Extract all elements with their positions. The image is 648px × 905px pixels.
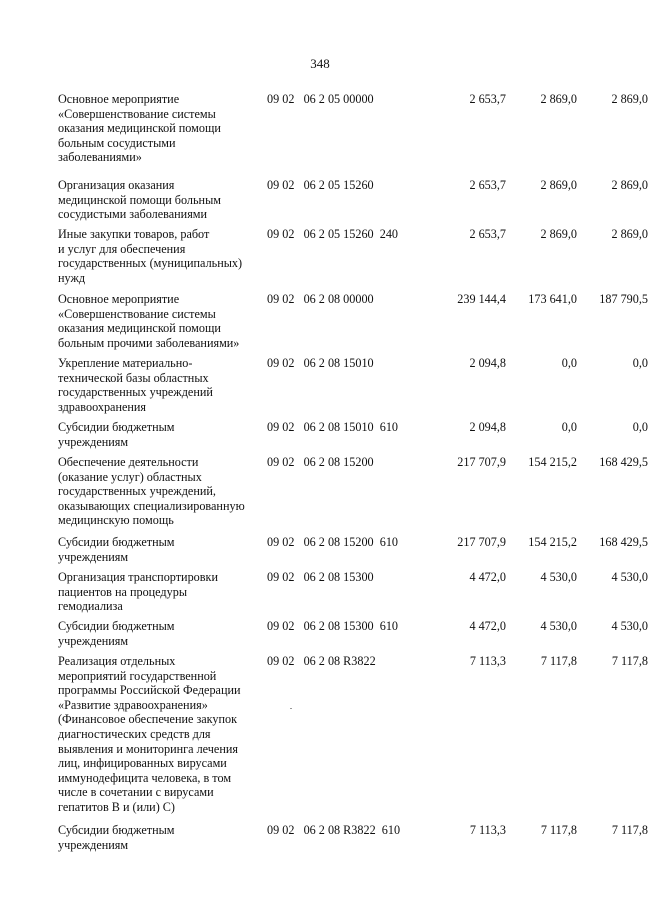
row-amount-1: 4 472,0	[469, 570, 506, 584]
table-row	[58, 178, 648, 227]
row-amount-3: 7 117,8	[611, 654, 648, 668]
row-amount-2: 154 215,2	[528, 535, 577, 549]
page-number: 348	[310, 56, 330, 71]
table-row	[58, 292, 648, 356]
row-amount-2: 154 215,2	[528, 455, 577, 469]
row-amount-1: 2 653,7	[469, 178, 506, 192]
row-name: Основное мероприятие «Совершенствование системы оказания медицинской помощи больным сосудистыми заболеваниями»	[58, 92, 221, 165]
row-name: Субсидии бюджетным учреждениям	[58, 823, 175, 852]
table-row	[58, 420, 648, 455]
row-amount-3: 0,0	[632, 356, 648, 370]
row-amount-3: 4 530,0	[611, 570, 648, 584]
row-amount-3: 0,0	[632, 420, 648, 434]
row-amount-2: 2 869,0	[540, 178, 577, 192]
row-name: Укрепление материально- технической базы областных государственных учреждений здравоохранения	[58, 356, 213, 414]
row-name: Субсидии бюджетным учреждениям	[58, 535, 175, 564]
row-amount-2: 0,0	[561, 356, 577, 370]
table-row	[58, 619, 648, 654]
row-amount-1: 7 113,3	[469, 654, 506, 668]
row-amount-2: 2 869,0	[540, 227, 577, 241]
row-code: 09 02 06 2 08 00000	[267, 292, 374, 306]
row-amount-1: 2 653,7	[469, 92, 506, 106]
table-row	[58, 455, 648, 535]
row-name: Организация транспортировки пациентов на процедуры гемодиализа	[58, 570, 218, 614]
row-amount-1: 2 094,8	[469, 356, 506, 370]
row-amount-2: 0,0	[561, 420, 577, 434]
row-code: 09 02 06 2 05 15260 240	[267, 227, 399, 241]
row-name: Субсидии бюджетным учреждениям	[58, 619, 175, 648]
row-amount-3: 168 429,5	[599, 455, 648, 469]
row-amount-2: 7 117,8	[540, 654, 577, 668]
table-row	[58, 356, 648, 420]
row-code: 09 02 06 2 08 15010	[267, 356, 374, 370]
row-name: Субсидии бюджетным учреждениям	[58, 420, 175, 449]
row-code: 09 02 06 2 08 R3822 610	[267, 823, 401, 837]
row-amount-1: 217 707,9	[457, 455, 506, 469]
table-row	[58, 654, 648, 823]
scan-artifact	[290, 708, 292, 709]
row-amount-3: 2 869,0	[611, 227, 648, 241]
table-row	[58, 823, 648, 858]
row-code: 09 02 06 2 08 15200 610	[267, 535, 399, 549]
budget-table	[58, 92, 648, 858]
row-amount-3: 2 869,0	[611, 92, 648, 106]
row-amount-1: 239 144,4	[457, 292, 506, 306]
row-amount-1: 7 113,3	[469, 823, 506, 837]
row-code: 09 02 06 2 08 15010 610	[267, 420, 399, 434]
row-name: Организация оказания медицинской помощи больным сосудистыми заболеваниями	[58, 178, 221, 222]
row-name: Реализация отдельных мероприятий государственной программы Российской Федерации «Развитие здравоохранения» (Финансовое обеспечение закупок диагностических средств для выявления и мониторинга лечения лиц, инфицированных вирусами иммунодефицита человека, в том числе в сочетании с вирусами гепатитов B и (или) C)	[58, 654, 241, 814]
row-amount-3: 187 790,5	[599, 292, 648, 306]
row-code: 09 02 06 2 08 15200	[267, 455, 374, 469]
row-amount-1: 217 707,9	[457, 535, 506, 549]
row-code: 09 02 06 2 08 15300 610	[267, 619, 399, 633]
row-name: Иные закупки товаров, работ и услуг для обеспечения государственных (муниципальных) нужд	[58, 227, 243, 285]
row-amount-1: 2 094,8	[469, 420, 506, 434]
table-row	[58, 227, 648, 292]
table-row	[58, 535, 648, 570]
row-amount-1: 2 653,7	[469, 227, 506, 241]
row-amount-2: 4 530,0	[540, 619, 577, 633]
row-amount-3: 2 869,0	[611, 178, 648, 192]
table-row	[58, 92, 648, 178]
row-amount-2: 4 530,0	[540, 570, 577, 584]
row-amount-2: 2 869,0	[540, 92, 577, 106]
row-amount-3: 4 530,0	[611, 619, 648, 633]
row-code: 09 02 06 2 08 15300	[267, 570, 374, 584]
row-code: 09 02 06 2 08 R3822	[267, 654, 376, 668]
row-name: Основное мероприятие «Совершенствование системы оказания медицинской помощи больным прочими заболеваниями»	[58, 292, 240, 350]
row-code: 09 02 06 2 05 15260	[267, 178, 374, 192]
row-amount-2: 7 117,8	[540, 823, 577, 837]
row-amount-3: 168 429,5	[599, 535, 648, 549]
row-code: 09 02 06 2 05 00000	[267, 92, 374, 106]
row-amount-2: 173 641,0	[528, 292, 577, 306]
row-amount-1: 4 472,0	[469, 619, 506, 633]
table-row	[58, 570, 648, 619]
row-amount-3: 7 117,8	[611, 823, 648, 837]
row-name: Обеспечение деятельности (оказание услуг) областных государственных учреждений, оказывающих специализированную медицинскую помощь	[58, 455, 245, 528]
